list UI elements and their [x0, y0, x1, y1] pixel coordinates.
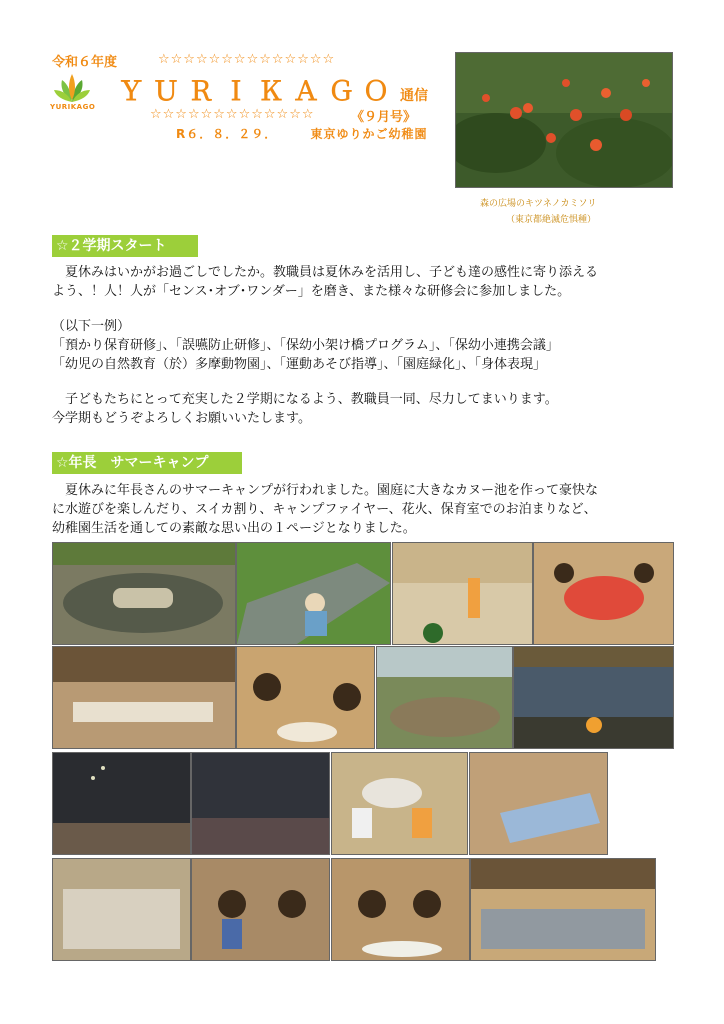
camp-photo-campfire-night	[513, 646, 674, 749]
header-year: 令和６年度	[52, 55, 118, 70]
date-text: R６．８．２９．	[176, 127, 278, 141]
header-stars-top: ☆☆☆☆☆☆☆☆☆☆☆☆☆☆	[158, 52, 336, 67]
logo-text: YURIKAGO	[50, 103, 96, 111]
section1-heading: ☆２学期スタート	[52, 235, 198, 257]
newsletter-title	[118, 71, 428, 108]
photo-caption-line2: （東京都絶滅危惧種）	[506, 215, 597, 225]
camp-photo-breakfast	[331, 858, 470, 961]
photo-caption-line1: 森の広場のキツネノカミソリ	[480, 199, 597, 209]
section1-para1-line2: よう、！人！人が「センス･オブ･ワンダー」を磨き、また様々な研修会に参加しました。	[52, 284, 571, 299]
camp-photo-fireworks	[52, 752, 191, 855]
section1-list-line1: 「預かり保育研修」、「誤嚥防止研修」、「保幼小架け橋プログラム」、「保幼小連携会議」	[52, 338, 559, 353]
camp-photo-breakfast-drink	[191, 858, 330, 961]
camp-photo-campfire-gathering	[376, 646, 513, 749]
camp-photo-pillow-carry	[331, 752, 468, 855]
issue-label: 《９月号》	[351, 110, 417, 125]
section2-heading: ☆年長 サマーキャンプ	[52, 452, 242, 474]
section1-para2-line1: 子どもたちにとって充実した２学期になるよう、教職員一同、尽力してまいります。	[52, 392, 558, 407]
section1-list-line2: 「幼児の自然教育（於）多摩動物園」、「運動あそび指導」、「園庭緑化」、「身体表現」	[52, 357, 547, 372]
camp-photo-gym-dance	[470, 858, 656, 961]
camp-photo-blanket-play	[469, 752, 608, 855]
camp-photo-dining-hall	[52, 646, 236, 749]
camp-photo-sleeping	[52, 858, 191, 961]
header-stars-mid: ☆☆☆☆☆☆☆☆☆☆☆☆☆	[150, 107, 315, 122]
title-suffix: 通信	[400, 88, 429, 104]
school-name: 東京ゆりかご幼稚園	[310, 127, 428, 141]
section2-para-line1: 夏休みに年長さんのサマーキャンプが行われました。園庭に大きなカヌー池を作って豪快な	[52, 483, 599, 498]
section1-para2-line2: 今学期もどうぞよろしくお願いいたします。	[52, 411, 311, 426]
section2-para-line2: に水遊びを楽しんだり、スイカ割り、キャンプファイヤー、花火、保育室でのお泊まりなど、	[52, 502, 597, 517]
section1-para1-line1: 夏休みはいかがお過ごしでしたか。教職員は夏休みを活用し、子ども達の感性に寄り添える	[52, 265, 599, 280]
camp-photo-canoe-pool	[52, 542, 236, 645]
section1-list-intro: （以下一例）	[52, 319, 131, 334]
camp-photo-water-slide	[236, 542, 391, 645]
section2-para-line3: 幼稚園生活を通しての素敵な思い出の１ページとなりました。	[52, 521, 416, 536]
camp-photo-night-watch	[191, 752, 330, 855]
issue-date	[176, 125, 427, 142]
title-main: ＹＵＲＩＫＡＧＯ	[118, 77, 399, 107]
camp-photo-watermelon-eating	[533, 542, 674, 645]
camp-photo-dinner	[236, 646, 375, 749]
flower-photo	[455, 52, 673, 188]
camp-photo-watermelon	[392, 542, 533, 645]
